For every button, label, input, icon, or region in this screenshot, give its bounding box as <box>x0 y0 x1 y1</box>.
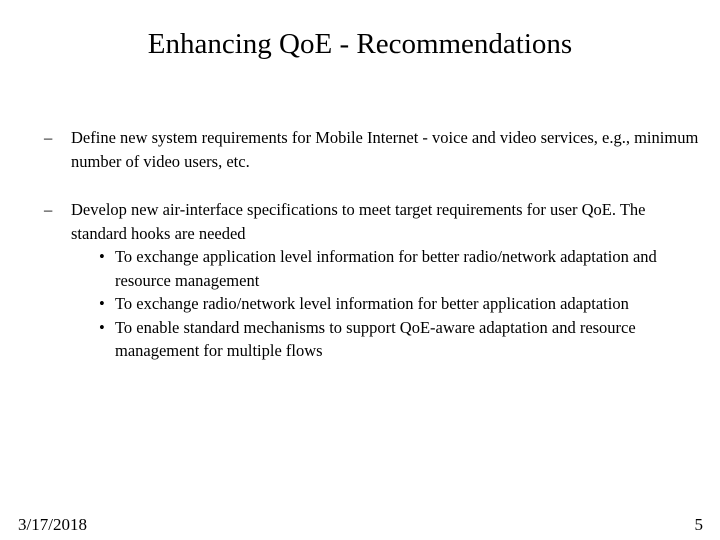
dash-marker: – <box>44 200 53 219</box>
sub-bullet-text: To exchange radio/network level information for better application adaptation <box>115 294 629 313</box>
dash-marker: – <box>44 128 53 147</box>
sub-bullet-text: To exchange application level information for better radio/network adaptation and resource management <box>115 247 657 290</box>
footer-date: 3/17/2018 <box>18 515 87 534</box>
sub-bullet-text: To enable standard mechanisms to support QoE-aware adaptation and resource management for multiple flows <box>115 317 636 360</box>
bullet-point <box>44 126 704 173</box>
sub-bullet-item <box>44 292 704 316</box>
page-number: 5 <box>694 515 703 534</box>
bullet-point-text: Define new system requirements for Mobile Internet - voice and video services, e.g., minimum number of video users, etc. <box>71 128 699 171</box>
sub-bullet-list <box>44 245 704 363</box>
sub-bullet-item <box>44 316 704 363</box>
bullet-marker: • <box>99 294 105 313</box>
bullet-point-text: Develop new air-interface specifications to meet target requirements for user QoE. The standard hooks are needed <box>71 200 646 243</box>
sub-bullet-item <box>44 245 704 292</box>
slide-title: Enhancing QoE - Recommendations <box>147 28 573 60</box>
bullet-marker: • <box>99 247 105 266</box>
bullet-point <box>44 198 704 363</box>
bullet-marker: • <box>99 317 105 337</box>
